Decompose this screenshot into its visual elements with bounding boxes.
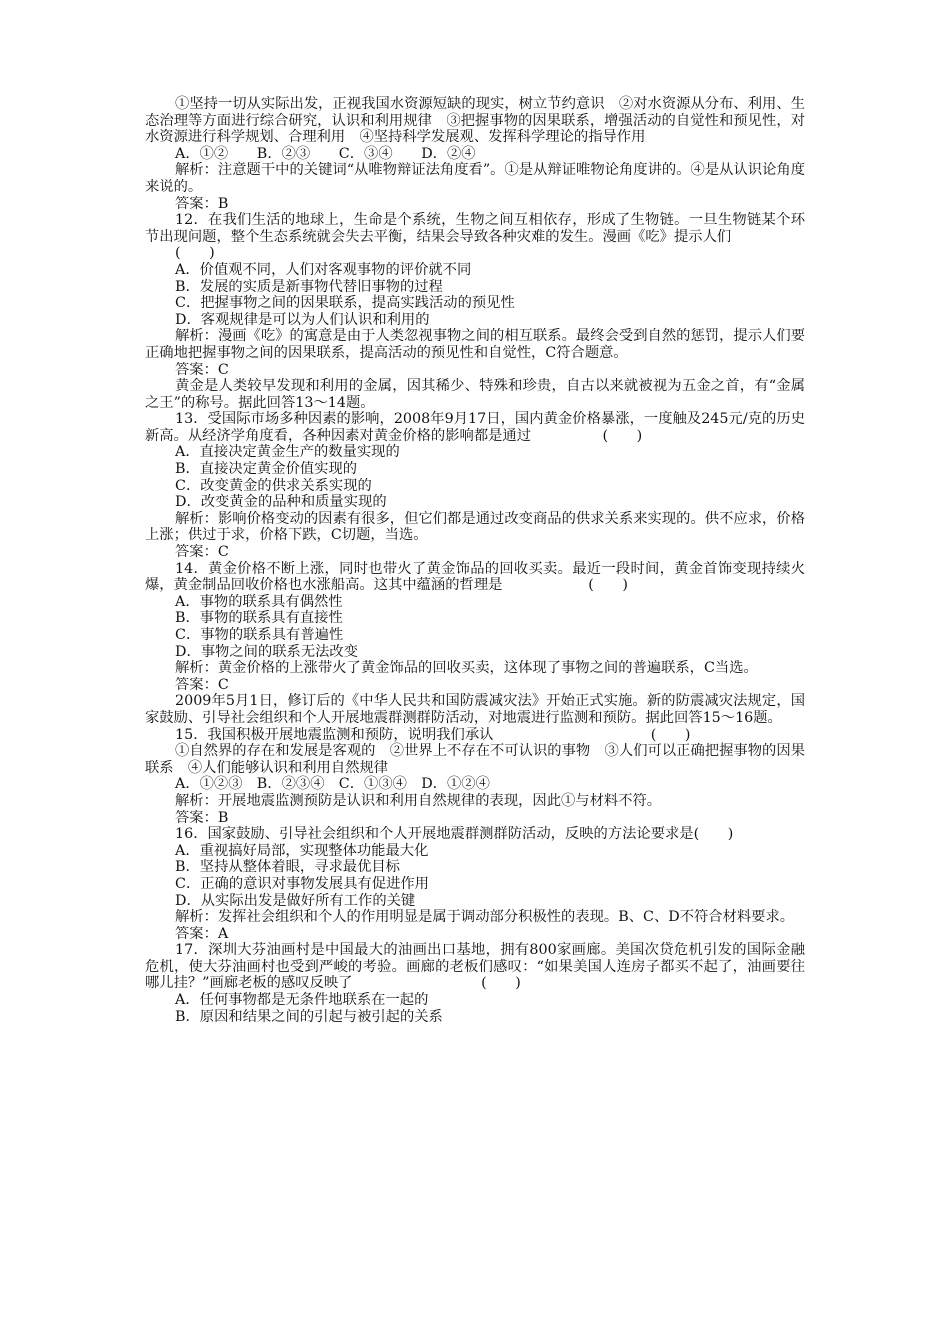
q13-answer: 答案：C [175,544,229,561]
q15-answer: 答案：B [175,809,229,826]
document-page [145,96,805,1025]
q17-option-a: A．任何事物都是无条件地联系在一起的 [175,992,429,1009]
q17-stem: 17．深圳大芬油画村是中国最大的油画出口基地，拥有800家画廊。美国次贷危机引发的国际金融危机，使大芬油画村也受到严峻的考验。画廊的老板们感叹：“如果美国人连房子都买不起了，油画要往哪儿挂？”画廊老板的感叹反映了 ( ) [145,942,805,992]
q17-option-b: B．原因和结果之间的引起与被引起的关系 [175,1008,443,1025]
q12-analysis: 解析：漫画《吃》的寓意是由于人类忽视事物之间的相互联系。最终会受到自然的惩罚，提示人们要正确地把握事物之间的因果联系，提高活动的预见性和自觉性，C符合题意。 [145,328,805,361]
q16-stem: 16．国家鼓励、引导社会组织和个人开展地震群测群防活动，反映的方法论要求是( ) [175,826,734,843]
q16-option-b: B．坚持从整体着眼，寻求最优目标 [175,859,400,876]
q11-options: A．①② B．②③ C．③④ D．②④ [175,145,476,162]
q12-option-b: B．发展的实质是新事物代替旧事物的过程 [175,278,443,295]
q15-options: A．①②③ B．②③④ C．①③④ D．①②④ [175,776,490,793]
q16-analysis: 解析：发挥社会组织和个人的作用明显是属于调动部分积极性的表现。B、C、D不符合材料要求。 [175,909,795,926]
q14-option-a: A．事物的联系具有偶然性 [175,593,343,610]
q16-option-c: C．正确的意识对事物发展具有促进作用 [175,875,429,892]
q16-option-a: A．重视搞好局部，实现整体功能最大化 [175,842,429,859]
q13-option-a: A．直接决定黄金生产的数量实现的 [175,444,400,461]
q14-stem: 14．黄金价格不断上涨，同时也带火了黄金饰品的回收买卖。最近一段时间，黄金首饰变现持续火爆，黄金制品回收价格也水涨船高。这其中蕴涵的哲理是 ( ) [145,560,805,594]
q12-stem: 12．在我们生活的地球上，生命是个系统，生物之间互相依存，形成了生物链。一旦生物链某个环节出现问题，整个生态系统就会失去平衡，结果会导致各种灾难的发生。漫画《吃》提示人们 [145,212,805,245]
material-gold: 黄金是人类较早发现和利用的金属，因其稀少、特殊和珍贵，自古以来就被视为五金之首，有“金属之王”的称号。据此回答13～14题。 [145,378,805,411]
q13-option-b: B．直接决定黄金价值实现的 [175,461,358,478]
q12-option-a: A．价值观不同，人们对客观事物的评价就不同 [175,261,472,278]
material-earthquake: 2009年5月1日，修订后的《中华人民共和国防震减灾法》开始正式实施。新的防震减灾法规定，国家鼓励、引导社会组织和个人开展地震群测群防活动，对地震进行监测和预防。据此回答15～16题。 [145,693,805,726]
q14-analysis: 解析：黄金价格的上涨带火了黄金饰品的回收买卖，这体现了事物之间的普遍联系，C当选。 [175,660,758,677]
q14-option-b: B．事物的联系具有直接性 [175,610,343,627]
q13-option-d: D．改变黄金的品种和质量实现的 [175,494,387,511]
q13-analysis: 解析：影响价格变动的因素有很多，但它们都是通过改变商品的供求关系来实现的。供不应求，价格上涨；供过于求，价格下跌，C切题，当选。 [145,510,805,544]
q12-answer: 答案：C [175,361,229,378]
q15-stem: 15．我国积极开展地震监测和预防，说明我们承认 ( ) [175,726,691,743]
q14-option-c: C．事物的联系具有普遍性 [175,627,344,643]
q12-option-c: C．把握事物之间的因果联系，提高实践活动的预见性 [175,295,515,312]
q16-answer: 答案：A [175,925,229,942]
q13-stem: 13．受国际市场多种因素的影响，2008年9月17日，国内黄金价格暴涨，一度触及245元/克的历史新高。从经济学角度看，各种因素对黄金价格的影响都是通过 ( ) [145,411,805,444]
q14-option-d: D．事物之间的联系无法改变 [175,643,359,660]
q15-statements: ①自然界的存在和发展是客观的 ②世界上不存在不可认识的事物 ③人们可以正确把握事物的因果联系 ④人们能够认识和利用自然规律 [145,743,805,776]
q12-option-d: D．客观规律是可以为人们认识和利用的 [175,311,430,328]
q16-option-d: D．从实际出发是做好所有工作的关键 [175,892,416,909]
q11-analysis: 解析：注意题干中的关键词“从唯物辩证法角度看”。①是从辩证唯物论角度讲的。④是从认识论角度来说的。 [145,162,805,195]
q13-option-c: C．改变黄金的供求关系实现的 [175,477,372,494]
q11-answer: 答案：B [175,195,229,212]
q12-bracket: ( ) [175,245,215,262]
q14-answer: 答案：C [175,676,229,693]
q11-statements: ①坚持一切从实际出发，正视我国水资源短缺的现实，树立节约意识 ②对水资源从分布、利用、生态治理等方面进行综合研究，认识和利用规律 ③把握事物的因果联系，增强活动的自觉性和预见性，对水资源进行科学规划、合理利用 ④坚持科学发展观、发挥科学理论的指导作用 [145,96,805,146]
q15-analysis: 解析：开展地震监测预防是认识和利用自然规律的表现，因此①与材料不符。 [175,792,662,809]
